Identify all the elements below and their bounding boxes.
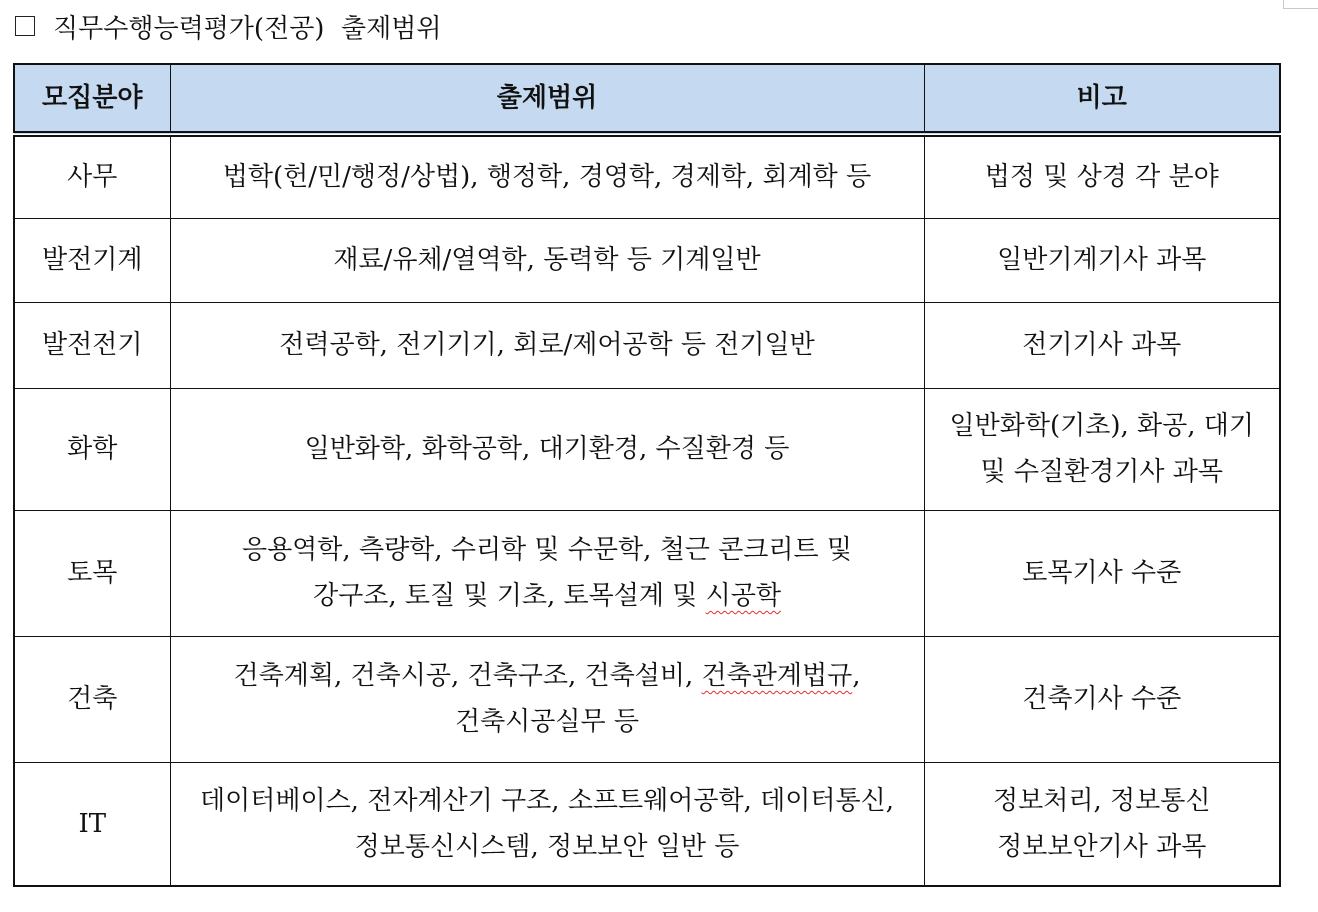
note-cell <box>924 510 1280 636</box>
table-row <box>14 218 1280 302</box>
table-row <box>14 510 1280 636</box>
note-line: 일반화학(기초), 화공, 대기 <box>949 411 1254 441</box>
header-note: 비고 <box>924 64 1280 134</box>
empty-square-icon <box>15 16 35 36</box>
field-cell: 토목 <box>14 510 170 636</box>
note-line: 일반기계기사 과목 <box>997 245 1207 275</box>
exam-scope-table <box>13 63 1281 887</box>
note-line: 정보처리, 정보통신 <box>993 785 1211 816</box>
scope-line: 건축시공실무 등 <box>454 707 640 737</box>
note-line: 및 수질환경기사 과목 <box>980 457 1224 487</box>
table-row <box>14 636 1280 762</box>
field-cell: IT <box>14 762 170 886</box>
scope-cell <box>170 134 924 218</box>
field-cell: 건축 <box>14 636 170 762</box>
scope-line <box>177 653 918 699</box>
table-row <box>14 388 1280 510</box>
scope-cell <box>170 218 924 302</box>
scope-cell <box>170 510 924 636</box>
scope-line: 응용역학, 측량학, 수리학 및 수문학, 철근 콘크리트 및 <box>241 535 853 565</box>
scope-cell <box>170 636 924 762</box>
table-header-row <box>14 64 1280 134</box>
scope-line <box>177 573 918 619</box>
scope-cell <box>170 388 924 510</box>
spellcheck-flagged-word: 시공학 <box>705 581 781 611</box>
scope-line: 데이터베이스, 전자계산기 구조, 소프트웨어공학, 데이터통신, <box>199 785 895 816</box>
header-field: 모집분야 <box>14 64 170 134</box>
note-cell <box>924 388 1280 510</box>
note-cell <box>924 302 1280 388</box>
page-corner-marker <box>1283 0 1318 9</box>
scope-fragment: 강구조, 토질 및 기초, 토목설계 및 <box>313 581 706 611</box>
scope-cell <box>170 302 924 388</box>
note-cell <box>924 762 1280 886</box>
note-cell <box>924 636 1280 762</box>
heading-text: 직무수행능력평가(전공) 출제범위 <box>53 13 442 44</box>
note-line: 전기기사 과목 <box>1022 330 1182 360</box>
scope-line: 재료/유체/열역학, 동력학 등 기계일반 <box>333 245 761 275</box>
scope-line: 전력공학, 전기기기, 회로/제어공학 등 전기일반 <box>279 330 815 360</box>
scope-fragment: , <box>852 661 861 691</box>
note-line: 건축기사 수준 <box>1022 684 1182 714</box>
note-line: 토목기사 수준 <box>1022 558 1182 588</box>
field-cell: 화학 <box>14 388 170 510</box>
scope-line: 일반화학, 화학공학, 대기환경, 수질환경 등 <box>304 434 790 464</box>
table-row <box>14 134 1280 218</box>
scope-line: 법학(헌/민/행정/상법), 행정학, 경영학, 경제학, 회계학 등 <box>222 162 872 193</box>
header-scope: 출제범위 <box>170 64 924 134</box>
field-cell: 발전기계 <box>14 218 170 302</box>
scope-cell <box>170 762 924 886</box>
note-line: 정보보안기사 과목 <box>997 831 1207 862</box>
note-line: 법정 및 상경 각 분야 <box>984 162 1219 193</box>
note-cell <box>924 218 1280 302</box>
field-cell: 발전전기 <box>14 302 170 388</box>
table-row <box>14 302 1280 388</box>
field-cell: 사무 <box>14 134 170 218</box>
spellcheck-flagged-word: 건축관계법규 <box>701 661 853 691</box>
scope-line: 정보통신시스템, 정보보안 일반 등 <box>354 831 740 862</box>
note-cell <box>924 134 1280 218</box>
scope-fragment: 건축계획, 건축시공, 건축구조, 건축설비, <box>233 661 702 691</box>
table-row <box>14 762 1280 886</box>
document-heading <box>15 8 441 44</box>
